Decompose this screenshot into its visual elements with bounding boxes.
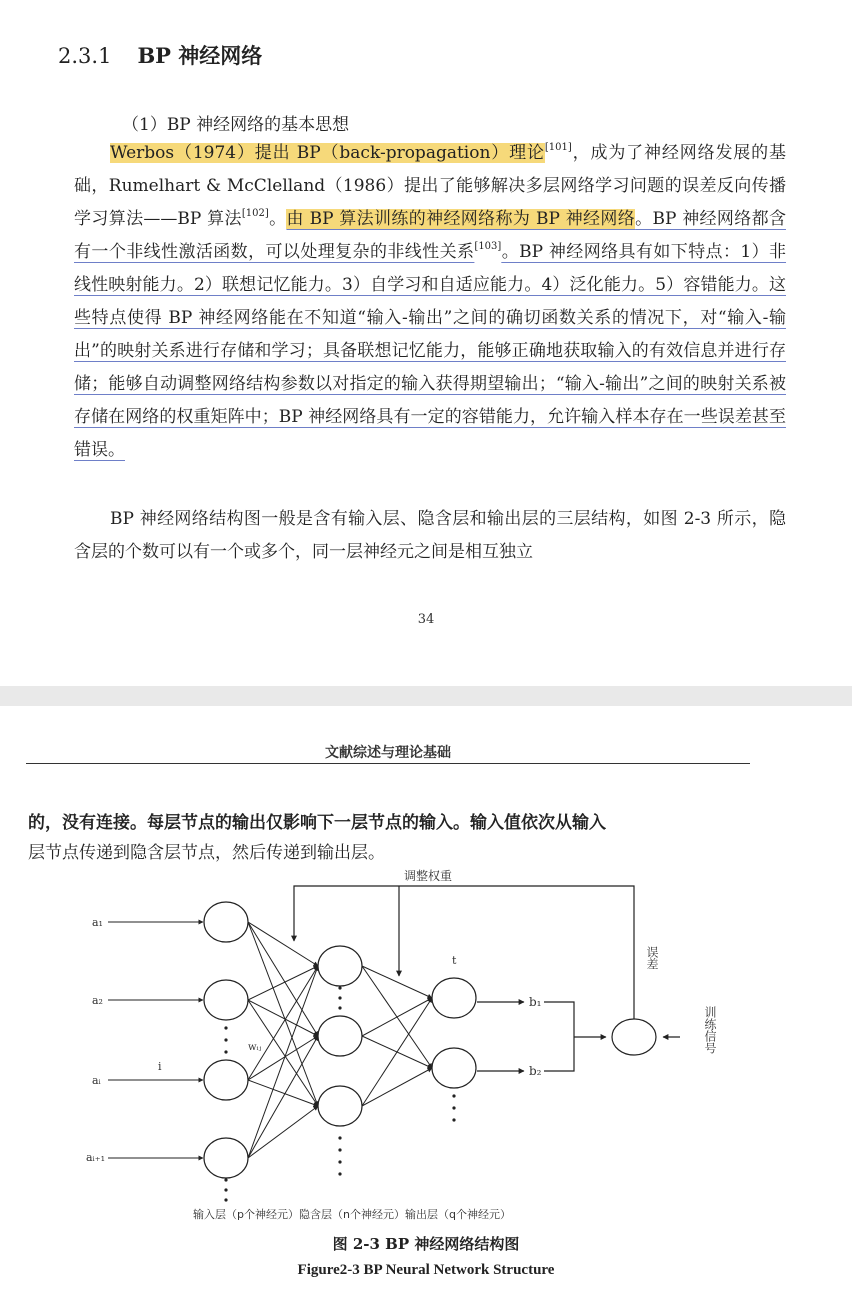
werbos-sentence: Werbos（1974）提出 BP（back-propagation）理论 [110, 143, 545, 163]
input-neuron [204, 902, 248, 942]
nodes [204, 902, 476, 1202]
connections [108, 922, 432, 1158]
ellipsis-dot [224, 1050, 227, 1053]
ellipsis-dot [338, 1160, 341, 1163]
ellipsis-dot [224, 1038, 227, 1041]
hidden-neuron [318, 946, 362, 986]
error-label: 误差 [645, 946, 659, 970]
bp-network-diagram [0, 866, 852, 1226]
ellipsis-dot [224, 1188, 227, 1191]
hidden-neuron [318, 1086, 362, 1126]
hidden-marker-t: t [452, 954, 457, 967]
header-rule [26, 763, 750, 764]
input-hidden-connection [248, 1000, 318, 1106]
paragraph-continuation: 的，没有连接。每层节点的输出仅影响下一层节点的输入。输入值依次从输入 层节点传递到隐含层节点，然后传递到输出层。 [28, 813, 606, 863]
input-label-a2: a₂ [92, 994, 103, 1007]
input-hidden-connection [248, 922, 318, 1036]
input-hidden-connection [248, 1106, 318, 1158]
ellipsis-dot [338, 1172, 341, 1175]
weight-label: wᵢⱼ [248, 1042, 262, 1053]
citation-103[interactable]: [103] [474, 241, 502, 252]
ellipsis-dot [224, 1198, 227, 1201]
input-label-ai: aᵢ [92, 1074, 101, 1087]
input-neuron [204, 1138, 248, 1178]
ellipsis-dot [452, 1106, 455, 1109]
input-hidden-connection [248, 1080, 318, 1106]
citation-101[interactable]: [101] [544, 142, 572, 153]
output-neuron [432, 978, 476, 1018]
ellipsis-dot [338, 1006, 341, 1009]
section-number: 2.3.1 [58, 44, 112, 68]
input-hidden-connection [248, 922, 318, 966]
page-35 [0, 706, 852, 1296]
output-label-b1: b₁ [529, 995, 542, 1009]
comparator-node [612, 1019, 656, 1055]
paragraph-structure: BP 神经网络结构图一般是含有输入层、隐含层和输出层的三层结构，如图 2-3 所示，隐含层的个数可以有一个或多个，同一层神经元之间是相互独立 [74, 509, 786, 562]
hidden-output-connection [362, 998, 432, 1036]
underlined-text: 。BP 神经网络都含有一个非线性激活函数，可以处理复杂的非线性关系 [74, 209, 786, 262]
paragraph-text: ，成为了神经网络发展的基础，Rumelhart & McClelland（1986）提出了能够解决多层网络学习问题的误差反向传播学习算法——BP 算法 [74, 143, 787, 229]
paragraph-bp-intro: Werbos（1974）提出 BP（back-propagation）理论[101]，成为了神经网络发展的基础，Rumelhart & McClelland（1986）提出了能够解决多层网络学习问题的误差反向传播学习算法——BP 算法[102]。由 BP 算法训练的神经网络称为 BP 神经网络。BP 神经网络都含有一个非线性激活函数，可以处理复杂的非线性关系[103]。BP 神经网络具有如下特点：1）非线性映射能力。2）联想记忆能力。3）自学习和自适应能力。4）泛化能力。5）容错能力。这些特点使得 BP 神经网络能在不知道“输入-输出”之间的确切函数关系的情况下，对“输入-输出”的映射关系进行存储和学习；具备联想记忆能力，能够正确地获取输入的有效信息并进行存储；能够自动调整网络结构参数以对指定的输入获得期望输出；“输入-输出”之间的映射关系被存储在网络的权重矩阵中；BP 神经网络具有一定的容错能力，允许输入样本存在一些误差甚至错误。 [74, 142, 787, 460]
page-separator [0, 686, 852, 706]
output-label-b2: b₂ [529, 1064, 542, 1078]
training-signal-label: 训练信号 [703, 1006, 717, 1054]
input-label-ai1: aᵢ₊₁ [86, 1151, 105, 1164]
citation-102[interactable]: [102] [241, 208, 269, 219]
input-hidden-connection [248, 1036, 318, 1158]
output-neuron [432, 1048, 476, 1088]
ellipsis-dot [338, 986, 341, 989]
ellipsis-dot [338, 1148, 341, 1151]
figure-caption-zh: 图 2-3 BP 神经网络结构图 [332, 1235, 520, 1253]
layer-caption: 输入层（p个神经元）隐含层（n个神经元）输出层（q个神经元） [193, 1208, 511, 1221]
features-text: 。BP 神经网络具有如下特点：1）非线性映射能力。2）联想记忆能力。3）自学习和自适应能力。4）泛化能力。5）容错能力。这些特点使得 BP 神经网络能在不知道“输入-输出”之间的确切函数关系的情况下，对“输入-输出”的映射关系进行存储和学习；具备联想记忆能力，能够正确地获取输入的有效信息并进行存储；能够自动调整网络结构参数以对指定的输入获得期望输出；“输入-输出”之间的映射关系被存储在网络的权重矩阵中；BP 神经网络具有一定的容错能力，允许输入样本存在一些误差甚至错误。 [74, 242, 787, 460]
ellipsis-dot [452, 1118, 455, 1121]
highlighted-definition: 由 BP 算法训练的神经网络称为 BP 神经网络 [286, 209, 636, 229]
section-heading [58, 40, 262, 70]
adjust-weights-label: 调整权重 [403, 869, 453, 883]
page-number: 34 [417, 612, 435, 627]
subsection-heading: （1）BP 神经网络的基本思想 [122, 115, 350, 135]
input-neuron [204, 980, 248, 1020]
figure-caption-en: Figure2-3 BP Neural Network Structure [297, 1262, 555, 1278]
ellipsis-dot [224, 1026, 227, 1029]
hidden-output-connection [362, 1068, 432, 1106]
hidden-neuron [318, 1016, 362, 1056]
input-label-a1: a₁ [92, 916, 103, 929]
ellipsis-dot [224, 1178, 227, 1181]
input-neuron [204, 1060, 248, 1100]
ellipsis-dot [452, 1094, 455, 1097]
section-title: BP 神经网络 [137, 43, 263, 68]
input-hidden-connection [248, 922, 318, 1106]
ellipsis-dot [338, 996, 341, 999]
running-header: 文献综述与理论基础 [325, 745, 451, 761]
input-marker-i: i [158, 1060, 162, 1073]
ellipsis-dot [338, 1136, 341, 1139]
